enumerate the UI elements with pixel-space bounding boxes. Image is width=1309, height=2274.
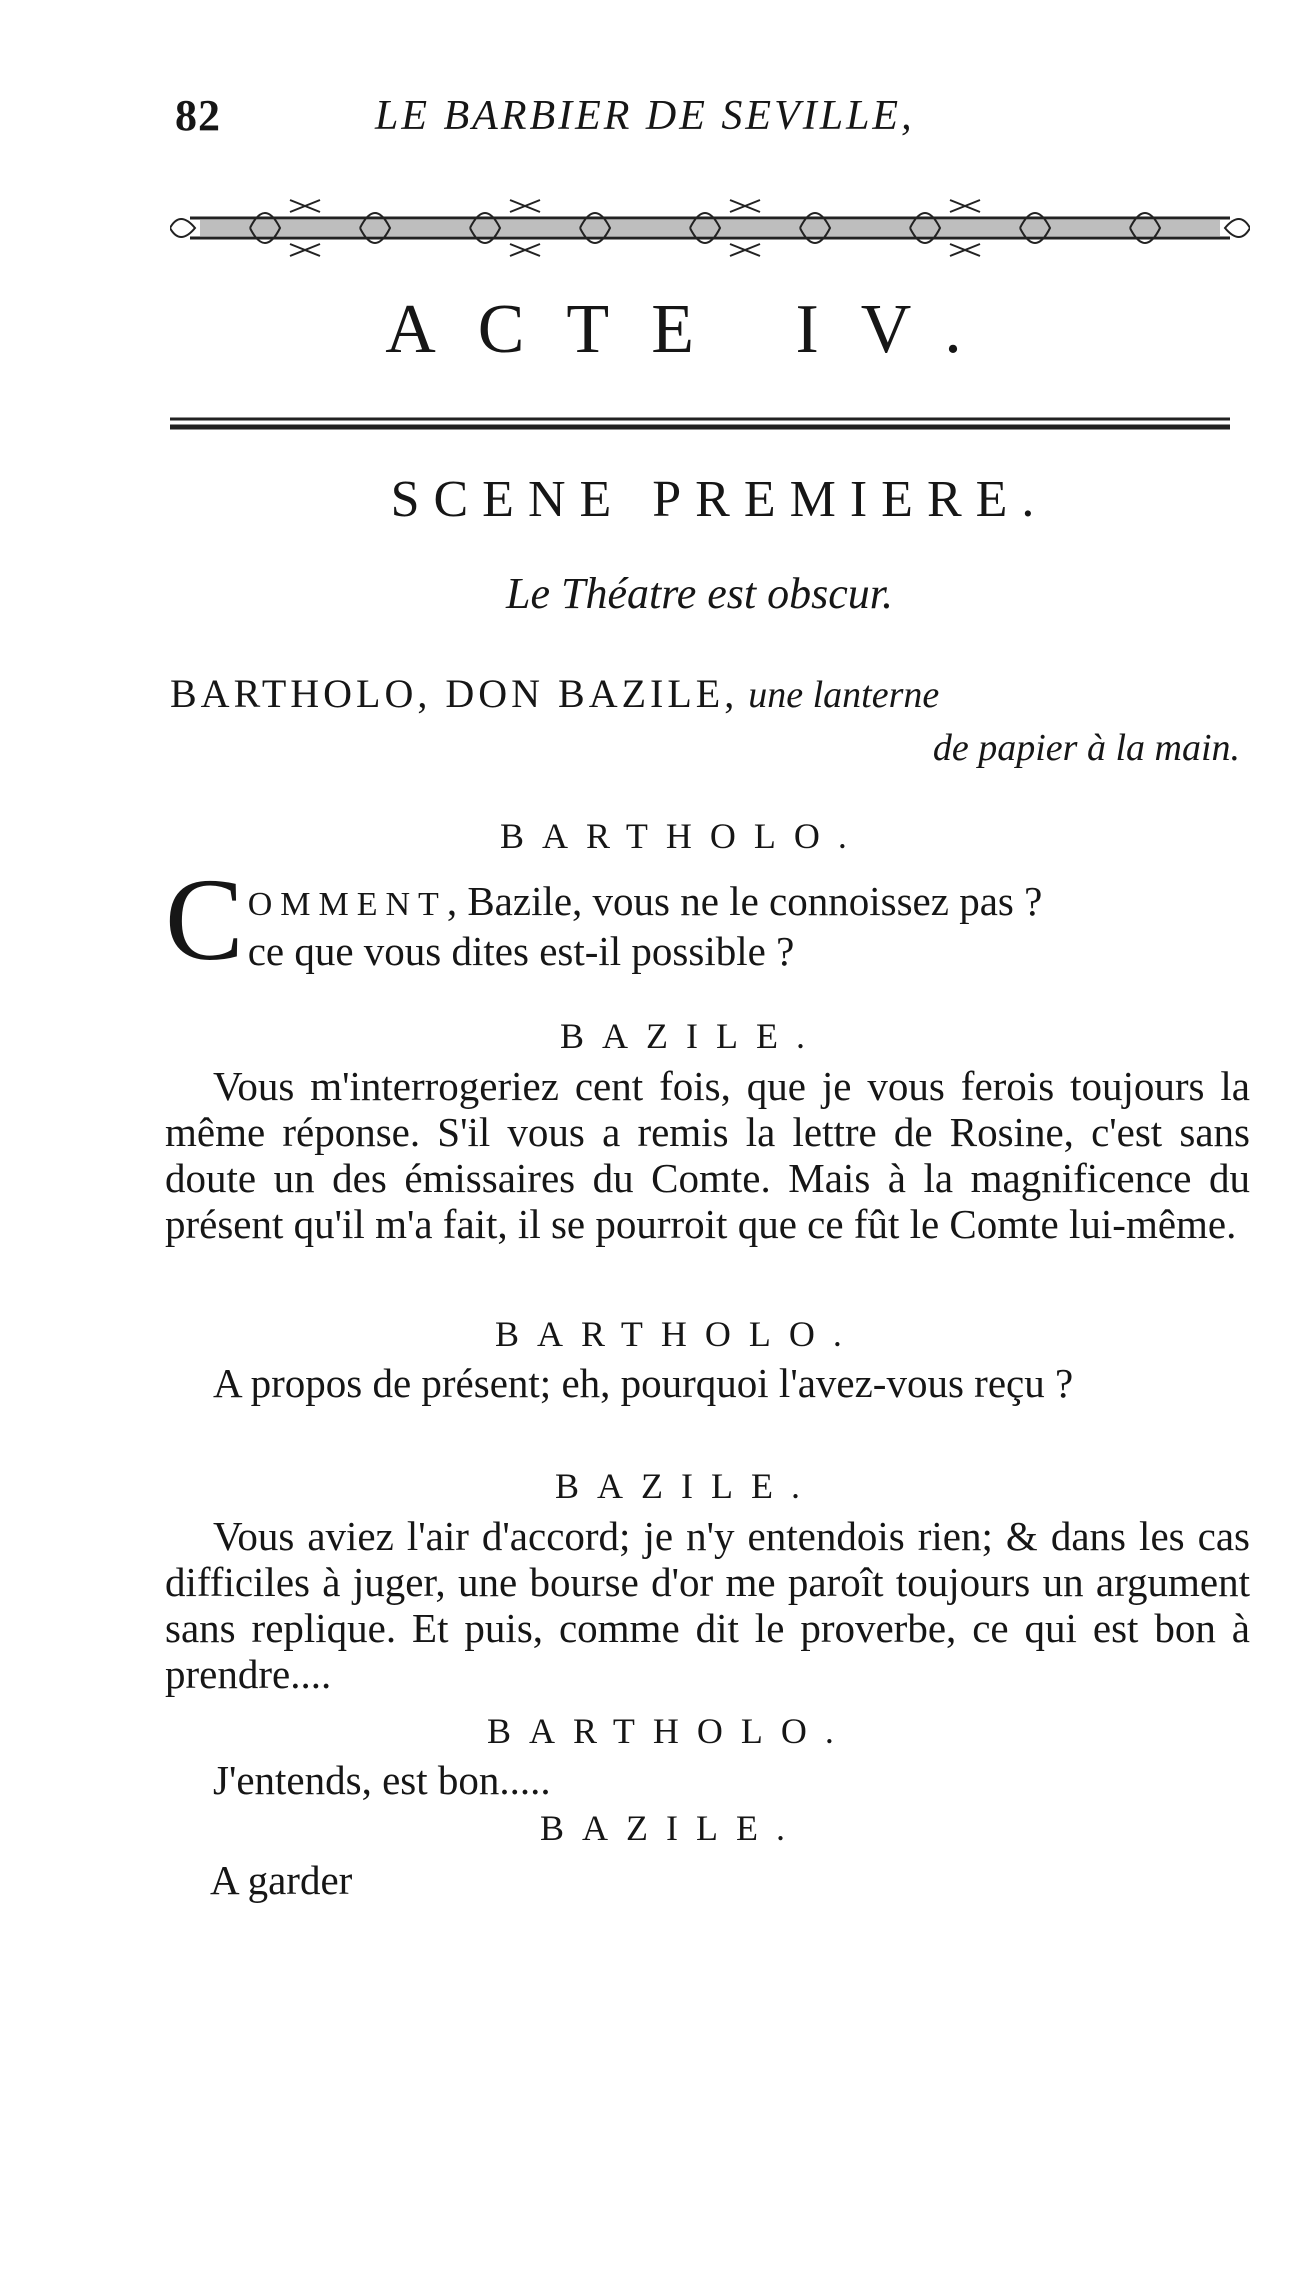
stage-direction: Le Théatre est obscur. (505, 569, 894, 618)
speech-block (165, 1513, 1250, 1697)
speech-block (165, 1360, 1250, 1406)
speaker-label: BARTHOLO. (487, 1711, 852, 1751)
speech-block (165, 1757, 1250, 1803)
drop-cap: C (165, 854, 244, 985)
cast-note: de papier à la main. (932, 727, 1240, 769)
running-head (175, 90, 1095, 150)
running-title: LE BARBIER DE SEVILLE, (375, 93, 915, 139)
speech-text: Vous m'interrogeriez cent fois, que je vous ferois toujours la même réponse. S'il vous a remis la lettre de Rosine, c'est sans doute un des émissaires du Comte. Mais à la magnificence du présent qu'il m'a fait, il se pourroit que ce fût le Comte lui-même. (165, 1063, 1250, 1247)
speaker-label: BARTHOLO. (500, 816, 865, 856)
speech-text: Vous aviez l'air d'accord; je n'y entendois rien; & dans les cas difficiles à juger, une bourse d'or me paroît toujours un argument sans replique. Et puis, comme dit le proverbe, ce qui est bon à prendre.... (165, 1513, 1250, 1697)
cast-names: BARTHOLO, DON BAZILE, (170, 671, 739, 716)
first-word: OMMENT (247, 886, 447, 923)
speech-text: A propos de présent; eh, pourquoi l'avez-vous reçu ? (213, 1360, 1074, 1406)
speech-text: , Bazile, vous ne le connoissez pas ? (446, 878, 1043, 924)
speaker-label: BAZILE. (560, 1016, 823, 1056)
speech-block (165, 854, 1250, 985)
scene-title: SCENE PREMIERE. (390, 471, 1049, 528)
speaker-label: BARTHOLO. (495, 1314, 860, 1354)
double-rule (170, 415, 1230, 435)
speaker-label: BAZILE. (540, 1808, 803, 1848)
page-number: 82 (175, 91, 221, 140)
cast-note: une lanterne (748, 674, 940, 716)
speech-block (165, 1063, 1250, 1247)
speech-text: ce que vous dites est-il possible ? (247, 928, 795, 974)
catch-word: A garder (210, 1857, 353, 1903)
cast-list (170, 668, 1250, 774)
speaker-label: BAZILE. (555, 1466, 818, 1506)
ornamental-border (170, 190, 1250, 270)
act-title: ACTE IV. (385, 291, 1004, 368)
speech-text: J'entends, est bon..... (213, 1757, 551, 1803)
